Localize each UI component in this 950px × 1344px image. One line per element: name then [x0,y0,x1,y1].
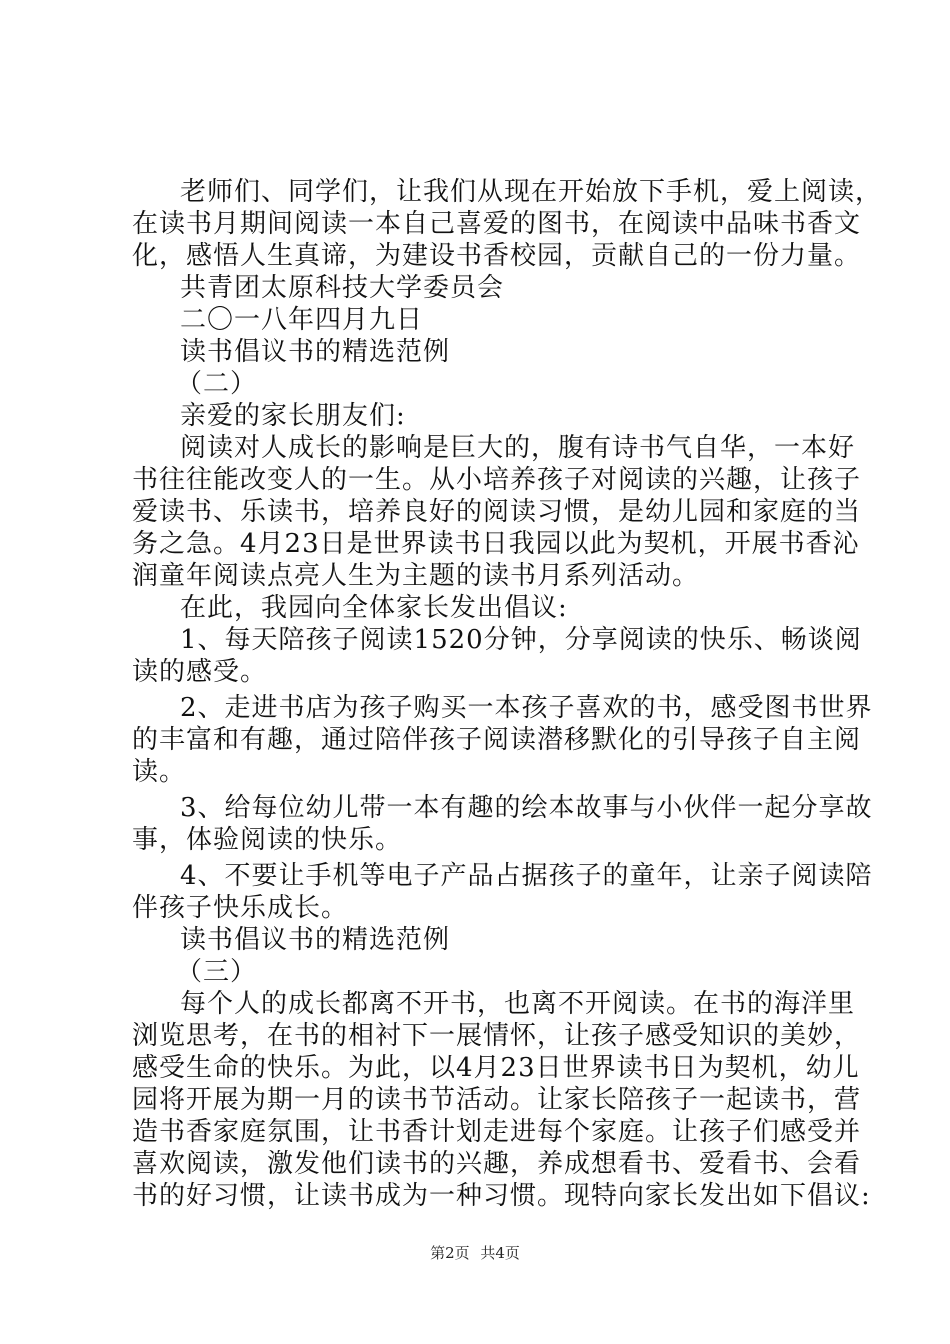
text-line: 书往往能改变人的一生。从小培养孩子对阅读的兴趣，让孩子 [132,465,862,495]
text-line: 阅读对人成长的影响是巨大的，腹有诗书气自华，一本好 [180,433,856,463]
text-line: 读。 [132,757,187,787]
text-line: 喜欢阅读，激发他们读书的兴趣，养成想看书、爱看书、会看 [132,1149,862,1179]
section-number: （三） [176,957,258,987]
text-line: 的丰富和有趣，通过陪伴孩子阅读潜移默化的引导孩子自主阅 [132,725,862,755]
text-line: 每个人的成长都离不开书，也离不开阅读。在书的海洋里 [180,989,856,1019]
list-item-2: 2、走进书店为孩子购买一本孩子喜欢的书，感受图书世界 [180,693,873,723]
text-line: 化，感悟人生真谛，为建设书香校园，贡献自己的一份力量。 [132,241,862,271]
signature-date: 二〇一八年四月九日 [180,305,424,335]
page-number: 第2页 [430,1244,470,1262]
text-line: 润童年阅读点亮人生为主题的读书月系列活动。 [132,561,700,591]
list-item-1: 1、每天陪孩子阅读1520分钟，分享阅读的快乐、畅谈阅 [180,625,862,655]
text-line: 读的感受。 [132,657,268,687]
text-line: 伴孩子快乐成长。 [132,893,349,923]
section-number: （二） [176,369,258,399]
text-line: 书的好习惯，让读书成为一种习惯。现特向家长发出如下倡议: [132,1181,871,1211]
text-line: 造书香家庭氛围，让书香计划走进每个家庭。让孩子们感受并 [132,1117,862,1147]
salutation: 亲爱的家长朋友们: [180,401,406,431]
page-total: 共4页 [480,1244,520,1262]
text-line: 老师们、同学们，让我们从现在开始放下手机，爱上阅读， [180,177,883,207]
document-body [132,176,883,1212]
text-line: 在此，我园向全体家长发出倡议: [180,593,568,623]
text-line: 浏览思考，在书的相衬下一展情怀，让孩子感受知识的美妙， [132,1021,862,1051]
text-line: 务之急。4月23日是世界读书日我园以此为契机，开展书香沁 [132,529,860,559]
section-heading: 读书倡议书的精选范例 [180,925,451,955]
page-footer [0,1242,950,1263]
list-item-3: 3、给每位幼儿带一本有趣的绘本故事与小伙伴一起分享故 [180,793,873,823]
text-line: 园将开展为期一月的读书节活动。让家长陪孩子一起读书，营 [132,1085,862,1115]
text-line: 在读书月期间阅读一本自己喜爱的图书，在阅读中品味书香文 [132,209,862,239]
signature-organization: 共青团太原科技大学委员会 [180,273,505,303]
section-heading: 读书倡议书的精选范例 [180,337,451,367]
text-line: 感受生命的快乐。为此，以4月23日世界读书日为契机，幼儿 [132,1053,860,1083]
text-line: 事，体验阅读的快乐。 [132,825,403,855]
list-item-4: 4、不要让手机等电子产品占据孩子的童年，让亲子阅读陪 [180,861,873,891]
text-line: 爱读书、乐读书，培养良好的阅读习惯，是幼儿园和家庭的当 [132,497,862,527]
